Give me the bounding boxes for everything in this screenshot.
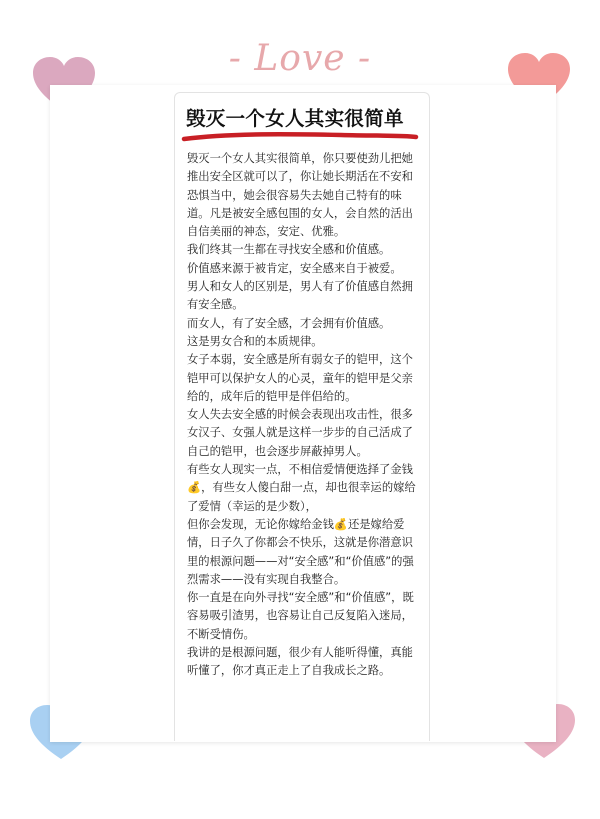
note-title: 毁灭一个女人其实很简单 (186, 107, 404, 130)
money-bag-icon: 💰 (187, 481, 202, 495)
note-body (187, 150, 419, 681)
paragraph: 女子本弱，安全感是所有弱女子的铠甲，这个铠甲可以保护女人的心灵，童年的铠甲是父亲给的，成年后的铠甲是伴侣给的。 (187, 353, 413, 403)
paragraph-text: 还是嫁给爱情，日子久了你都会不快乐，这就是你潜意识里的根源问题——对“安全感”和“价值感”的强烈需求——没有实现自我整合。 (187, 517, 414, 586)
money-bag-icon: 💰 (333, 517, 348, 531)
paragraph: 我讲的是根源问题，很少有人能听得懂，真能听懂了，你才真正走上了自我成长之路。 (187, 646, 413, 678)
paragraph (187, 516, 419, 589)
paragraph: 女人失去安全感的时候会表现出攻击性，很多女汉子、女强人就是这样一步步的自己活成了自己的铠甲，也会逐步屏蔽掉男人。 (187, 408, 413, 458)
paragraph-text: 但你会发现，无论你嫁给金钱 (187, 517, 334, 531)
note-card (174, 92, 430, 741)
paragraph (187, 461, 419, 516)
paragraph: 你一直是在向外寻找“安全感”和“价值感”，既容易吸引渣男，也容易让自己反复陷入迷局，不断受情伤。 (187, 591, 414, 641)
paragraph: 毁灭一个女人其实很简单，你只要使劲儿把她推出安全区就可以了，你让她长期活在不安和恐惧当中，她会很容易失去她自己特有的味道。凡是被安全感包围的女人，会自然的活出自信美丽的神态，安定、优雅。 (187, 152, 413, 239)
title-underline-stroke (181, 131, 419, 143)
paragraph: 价值感来源于被肯定，安全感来自于被爱。 (187, 261, 402, 275)
paragraph: 这是男女合和的本质规律。 (187, 334, 323, 348)
paragraph: 男人和女人的区别是，男人有了价值感自然拥有安全感。 (187, 280, 413, 312)
love-decoration-text: - Love - (228, 38, 372, 79)
paragraph-text: 有些女人现实一点，不相信爱情便选择了金钱 (187, 463, 413, 477)
paragraph: 而女人，有了安全感，才会拥有价值感。 (187, 316, 391, 330)
paragraph: 我们终其一生都在寻找安全感和价值感。 (187, 243, 391, 257)
paragraph-text: ，有些女人傻白甜一点，却也很幸运的嫁给了爱情（幸运的是少数）， (187, 481, 416, 513)
